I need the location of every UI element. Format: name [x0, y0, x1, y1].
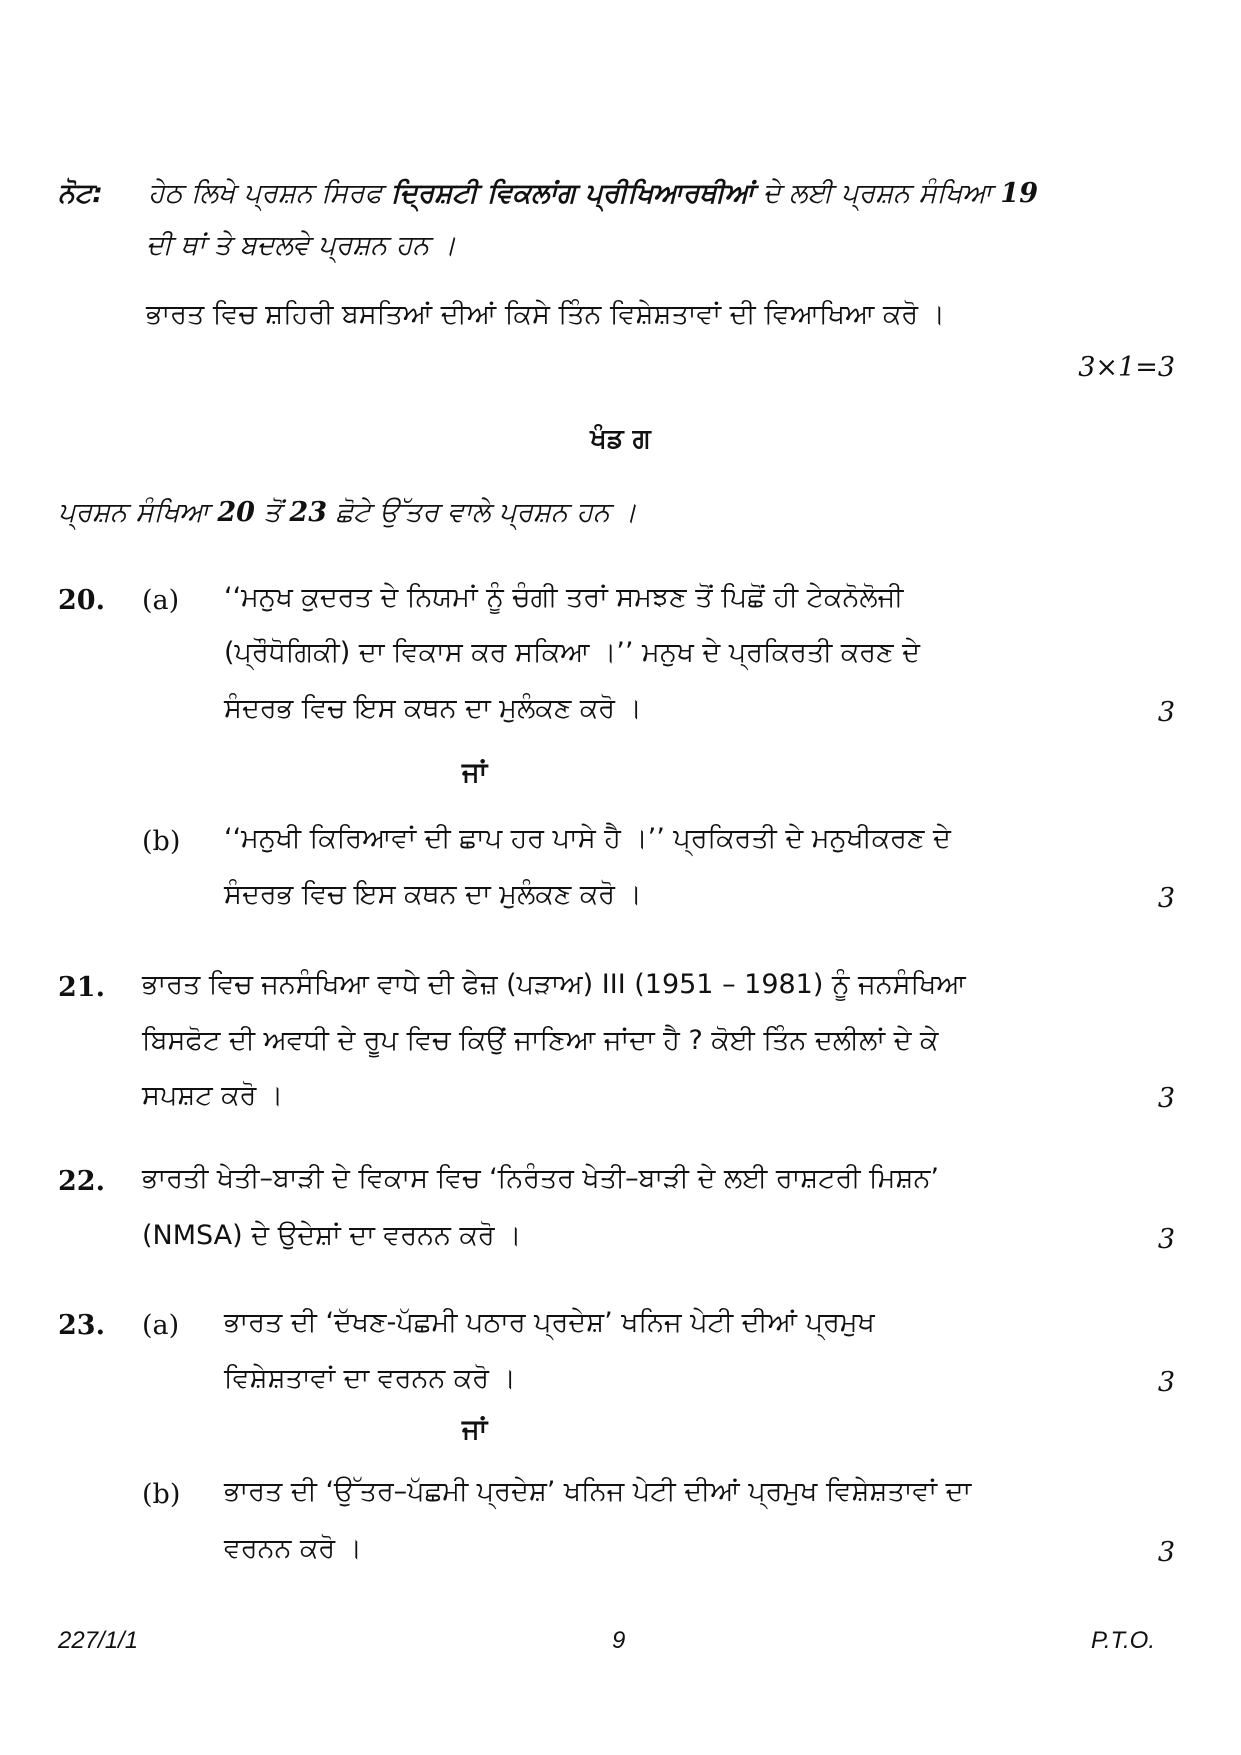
q22-line-1: ਭਾਰਤੀ ਖੇਤੀ–ਬਾੜੀ ਦੇ ਵਿਕਾਸ ਵਿਚ ‘ਨਿਰੰਤਰ ਖੇਤੀ–ਬਾੜੀ ਦੇ ਲਈ ਰਾਸ਼ਟਰੀ ਮਿਸ਼ਨ’	[142, 1163, 939, 1194]
option-label-a: (a)	[142, 585, 180, 616]
q23-a-marks: 3	[1157, 1367, 1175, 1398]
question-number: 20.	[58, 585, 105, 616]
note-question: ਭਾਰਤ ਵਿਚ ਸ਼ਹਿਰੀ ਬਸਤਿਆਂ ਦੀਆਂ ਕਿਸੇ ਤਿੰਨ ਵਿਸ਼ੇਸ਼ਤਾਵਾਂ ਦੀ ਵਿਆਖਿਆ ਕਰੋ ।	[146, 299, 945, 330]
option-label-b: (b)	[142, 1479, 181, 1510]
q23-b-line-2: ਵਰਨਨ ਕਰੋ ।	[224, 1533, 362, 1564]
note-text-a: ਹੇਠ ਲਿਖੇ ਪ੍ਰਸ਼ਨ ਸਿਰਫ	[148, 178, 383, 209]
note-text-bold: ਦ੍ਰਿਸ਼ਟੀ ਵਿਕਲਾਂਗ ਪ੍ਰੀਖਿਆਰਥੀਆਂ	[390, 178, 755, 209]
intro-text-b: ਤੋਂ	[263, 497, 281, 528]
q21-marks: 3	[1157, 1083, 1175, 1114]
q21-line-1: ਭਾਰਤ ਵਿਚ ਜਨਸੰਖਿਆ ਵਾਧੇ ਦੀ ਫੇਜ਼ (ਪੜਾਅ) III (1951 – 1981) ਨੂੰ ਜਨਸੰਖਿਆ	[142, 969, 966, 1000]
question-number: 22.	[58, 1166, 105, 1197]
q23-a-line-2: ਵਿਸ਼ੇਸ਼ਤਾਵਾਂ ਦਾ ਵਰਨਨ ਕਰੋ ।	[224, 1363, 516, 1394]
intro-number-to: 23	[289, 497, 327, 528]
q21-line-3: ਸਪਸ਼ਟ ਕਰੋ ।	[142, 1080, 284, 1111]
q20-a-line-3: ਸੰਦਰਭ ਵਿਚ ਇਸ ਕਥਨ ਦਾ ਮੁਲੰਕਣ ਕਰੋ ।	[224, 693, 642, 724]
q20-b-line-1: ‘‘ਮਨੁਖੀ ਕਿਰਿਆਵਾਂ ਦੀ ਛਾਪ ਹਰ ਪਾਸੇ ਹੈ ।’’ ਪ੍ਰਕਿਰਤੀ ਦੇ ਮਨੁਖੀਕਰਣ ਦੇ	[224, 823, 951, 854]
intro-number-from: 20	[217, 497, 255, 528]
page-number: 9	[612, 1627, 626, 1654]
q23-or-label: ਜਾਂ	[462, 1414, 488, 1445]
q23-b-line-1: ਭਾਰਤ ਦੀ ‘ਉੱਤਰ–ਪੱਛਮੀ ਪ੍ਰਦੇਸ਼’ ਖਨਿਜ ਪੇਟੀ ਦੀਆਂ ਪ੍ਰਮੁਖ ਵਿਸ਼ੇਸ਼ਤਾਵਾਂ ਦਾ	[224, 1476, 972, 1507]
q20-or-label: ਜਾਂ	[462, 757, 488, 788]
note-label: ਨੋਟ:	[58, 178, 103, 209]
q20-b-marks: 3	[1157, 883, 1175, 914]
section-intro	[58, 497, 637, 529]
q20-a-line-2: (ਪ੍ਰੌਧੋਗਿਕੀ) ਦਾ ਵਿਕਾਸ ਕਰ ਸਕਿਆ ।’’ ਮਨੁਖ ਦੇ ਪ੍ਰਕਿਰਤੀ ਕਰਣ ਦੇ	[224, 637, 921, 668]
section-title: ਖੰਡ ਗ	[590, 424, 651, 454]
q22-line-2: (NMSA) ਦੇ ਉਦੇਸ਼ਾਂ ਦਾ ਵਰਨਨ ਕਰੋ ।	[142, 1220, 522, 1251]
intro-text-c: ਛੋਟੇ ਉੱਤਰ ਵਾਲੇ ਪ੍ਰਸ਼ਨ ਹਨ ।	[335, 497, 637, 528]
q21-line-2: ਬਿਸਫੋਟ ਦੀ ਅਵਧੀ ਦੇ ਰੂਪ ਵਿਚ ਕਿਉਂ ਜਾਣਿਆ ਜਾਂਦਾ ਹੈ ? ਕੋਈ ਤਿੰਨ ਦਲੀਲਾਂ ਦੇ ਕੇ	[142, 1025, 939, 1056]
q20-a-line-1: ‘‘ਮਨੁਖ ਕੁਦਰਤ ਦੇ ਨਿਯਮਾਂ ਨੂੰ ਚੰਗੀ ਤਰਾਂ ਸਮਝਣ ਤੋਂ ਪਿਛੋਂ ਹੀ ਟੇਕਨੋਲੋਜੀ	[224, 582, 904, 613]
note-marks: 3×1=3	[1078, 352, 1175, 383]
question-number: 21.	[58, 972, 105, 1003]
option-label-b: (b)	[142, 826, 181, 857]
q23-a-line-1: ਭਾਰਤ ਦੀ ‘ਦੱਖਣ-ਪੱਛਮੀ ਪਠਾਰ ਪ੍ਰਦੇਸ਼’ ਖਨਿਜ ਪੇਟੀ ਦੀਆਂ ਪ੍ਰਮੁਖ	[224, 1307, 875, 1338]
question-number: 23.	[58, 1310, 105, 1341]
please-turn-over: P.T.O.	[1090, 1627, 1155, 1654]
q20-a-marks: 3	[1157, 697, 1175, 728]
option-label-a: (a)	[142, 1310, 180, 1341]
note-line-2: ਦੀ ਥਾਂ ਤੇ ਬਦਲਵੇ ਪ੍ਰਸ਼ਨ ਹਨ ।	[146, 230, 457, 261]
note-number: 19	[1000, 178, 1038, 209]
q23-b-marks: 3	[1157, 1537, 1175, 1568]
note-line-1	[58, 178, 1038, 210]
paper-code: 227/1/1	[58, 1627, 139, 1654]
intro-text-a: ਪ੍ਰਸ਼ਨ ਸੰਖਿਆ	[58, 497, 209, 528]
note-text-c: ਦੇ ਲਈ ਪ੍ਰਸ਼ਨ ਸੰਖਿਆ	[762, 178, 992, 209]
q20-b-line-2: ਸੰਦਰਭ ਵਿਚ ਇਸ ਕਥਨ ਦਾ ਮੁਲੰਕਣ ਕਰੋ ।	[224, 879, 642, 910]
q22-marks: 3	[1157, 1224, 1175, 1255]
